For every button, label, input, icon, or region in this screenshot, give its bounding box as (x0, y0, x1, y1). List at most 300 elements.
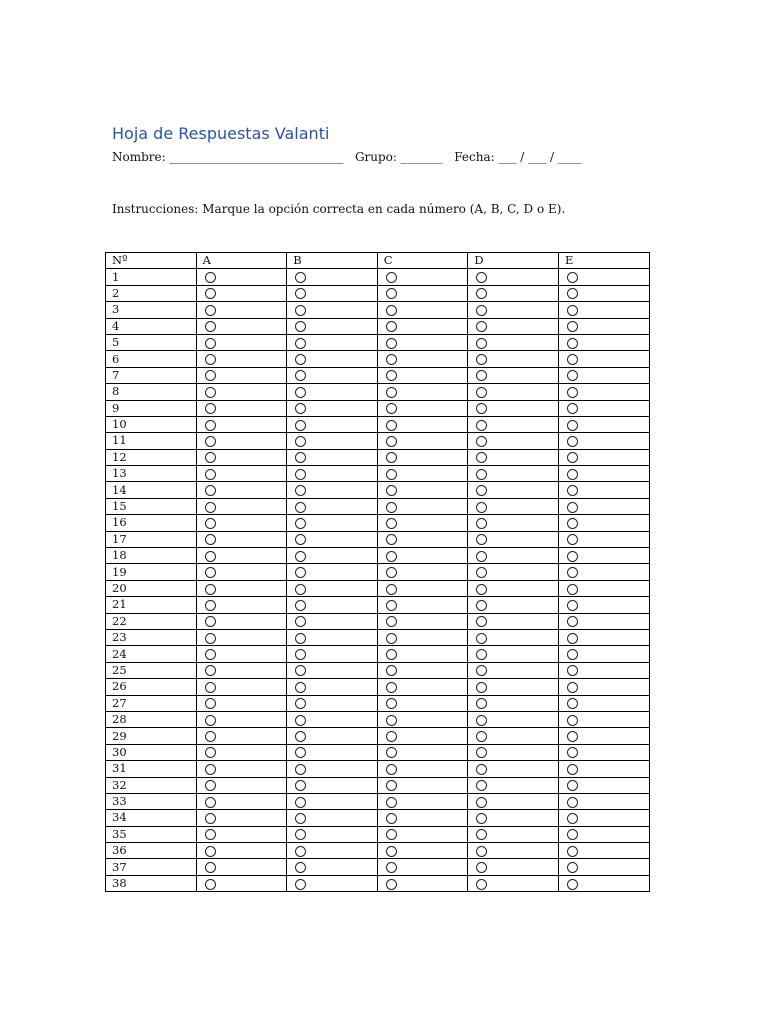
option-cell-e (558, 433, 649, 449)
table-row (106, 548, 650, 564)
empty-radio-circle-icon[interactable] (476, 616, 487, 627)
option-cell-b (287, 597, 378, 613)
option-cell-d (468, 400, 559, 416)
option-cell-b (287, 334, 378, 350)
option-cell-e (558, 498, 649, 514)
empty-radio-circle-icon[interactable] (567, 534, 578, 545)
empty-radio-circle-icon[interactable] (295, 649, 306, 660)
empty-radio-circle-icon[interactable] (567, 879, 578, 890)
option-cell-b (287, 875, 378, 891)
option-cell-b (287, 843, 378, 859)
empty-radio-circle-icon[interactable] (476, 321, 487, 332)
empty-radio-circle-icon[interactable] (205, 846, 216, 857)
option-cell-c (377, 646, 468, 662)
empty-radio-circle-icon[interactable] (476, 747, 487, 758)
empty-radio-circle-icon[interactable] (476, 403, 487, 414)
option-cell-b (287, 400, 378, 416)
option-cell-c (377, 400, 468, 416)
option-cell-e (558, 695, 649, 711)
empty-radio-circle-icon[interactable] (567, 272, 578, 283)
empty-radio-circle-icon[interactable] (476, 305, 487, 316)
empty-radio-circle-icon[interactable] (386, 813, 397, 824)
empty-radio-circle-icon[interactable] (205, 829, 216, 840)
empty-radio-circle-icon[interactable] (386, 584, 397, 595)
empty-radio-circle-icon[interactable] (476, 551, 487, 562)
table-row (106, 580, 650, 596)
empty-radio-circle-icon[interactable] (205, 879, 216, 890)
empty-radio-circle-icon[interactable] (476, 649, 487, 660)
option-cell-a (196, 793, 287, 809)
empty-radio-circle-icon[interactable] (476, 682, 487, 693)
empty-radio-circle-icon[interactable] (386, 616, 397, 627)
empty-radio-circle-icon[interactable] (476, 518, 487, 529)
table-row (106, 302, 650, 318)
empty-radio-circle-icon[interactable] (205, 813, 216, 824)
empty-radio-circle-icon[interactable] (295, 747, 306, 758)
empty-radio-circle-icon[interactable] (567, 387, 578, 398)
empty-radio-circle-icon[interactable] (386, 436, 397, 447)
empty-radio-circle-icon[interactable] (567, 436, 578, 447)
empty-radio-circle-icon[interactable] (295, 338, 306, 349)
option-cell-c (377, 679, 468, 695)
table-row (106, 269, 650, 285)
empty-radio-circle-icon[interactable] (205, 567, 216, 578)
empty-radio-circle-icon[interactable] (386, 862, 397, 873)
empty-radio-circle-icon[interactable] (205, 387, 216, 398)
empty-radio-circle-icon[interactable] (567, 420, 578, 431)
empty-radio-circle-icon[interactable] (295, 502, 306, 513)
option-cell-b (287, 515, 378, 531)
empty-radio-circle-icon[interactable] (386, 715, 397, 726)
option-cell-d (468, 744, 559, 760)
option-cell-a (196, 761, 287, 777)
empty-radio-circle-icon[interactable] (476, 633, 487, 644)
empty-radio-circle-icon[interactable] (205, 600, 216, 611)
empty-radio-circle-icon[interactable] (567, 829, 578, 840)
empty-radio-circle-icon[interactable] (295, 829, 306, 840)
option-cell-e (558, 351, 649, 367)
option-cell-b (287, 531, 378, 547)
empty-radio-circle-icon[interactable] (386, 633, 397, 644)
empty-radio-circle-icon[interactable] (386, 879, 397, 890)
empty-radio-circle-icon[interactable] (386, 682, 397, 693)
empty-radio-circle-icon[interactable] (476, 288, 487, 299)
empty-radio-circle-icon[interactable] (567, 518, 578, 529)
empty-radio-circle-icon[interactable] (567, 731, 578, 742)
option-cell-e (558, 384, 649, 400)
option-cell-a (196, 498, 287, 514)
empty-radio-circle-icon[interactable] (567, 485, 578, 496)
empty-radio-circle-icon[interactable] (205, 370, 216, 381)
option-cell-b (287, 793, 378, 809)
empty-radio-circle-icon[interactable] (567, 813, 578, 824)
empty-radio-circle-icon[interactable] (476, 764, 487, 775)
date-field[interactable]: Fecha: ___ / ___ / ____ (454, 150, 582, 164)
question-number: 16 (106, 515, 197, 531)
empty-radio-circle-icon[interactable] (205, 747, 216, 758)
option-cell-b (287, 548, 378, 564)
empty-radio-circle-icon[interactable] (295, 780, 306, 791)
empty-radio-circle-icon[interactable] (567, 551, 578, 562)
empty-radio-circle-icon[interactable] (386, 370, 397, 381)
option-cell-d (468, 695, 559, 711)
column-header-d: D (468, 253, 559, 269)
empty-radio-circle-icon[interactable] (205, 288, 216, 299)
empty-radio-circle-icon[interactable] (295, 698, 306, 709)
table-row (106, 367, 650, 383)
empty-radio-circle-icon[interactable] (295, 846, 306, 857)
empty-radio-circle-icon[interactable] (205, 518, 216, 529)
option-cell-e (558, 564, 649, 580)
empty-radio-circle-icon[interactable] (295, 485, 306, 496)
option-cell-c (377, 548, 468, 564)
option-cell-b (287, 777, 378, 793)
empty-radio-circle-icon[interactable] (295, 764, 306, 775)
option-cell-a (196, 843, 287, 859)
empty-radio-circle-icon[interactable] (295, 469, 306, 480)
empty-radio-circle-icon[interactable] (295, 436, 306, 447)
option-cell-c (377, 269, 468, 285)
empty-radio-circle-icon[interactable] (295, 321, 306, 332)
option-cell-a (196, 695, 287, 711)
option-cell-b (287, 646, 378, 662)
empty-radio-circle-icon[interactable] (567, 338, 578, 349)
option-cell-a (196, 826, 287, 842)
empty-radio-circle-icon[interactable] (295, 731, 306, 742)
option-cell-d (468, 548, 559, 564)
empty-radio-circle-icon[interactable] (476, 272, 487, 283)
empty-radio-circle-icon[interactable] (295, 616, 306, 627)
empty-radio-circle-icon[interactable] (205, 551, 216, 562)
empty-radio-circle-icon[interactable] (295, 813, 306, 824)
empty-radio-circle-icon[interactable] (476, 452, 487, 463)
empty-radio-circle-icon[interactable] (476, 387, 487, 398)
empty-radio-circle-icon[interactable] (295, 272, 306, 283)
empty-radio-circle-icon[interactable] (295, 879, 306, 890)
empty-radio-circle-icon[interactable] (386, 600, 397, 611)
question-number: 35 (106, 826, 197, 842)
option-cell-a (196, 384, 287, 400)
empty-radio-circle-icon[interactable] (205, 338, 216, 349)
option-cell-e (558, 810, 649, 826)
empty-radio-circle-icon[interactable] (205, 452, 216, 463)
option-cell-b (287, 351, 378, 367)
empty-radio-circle-icon[interactable] (386, 288, 397, 299)
empty-radio-circle-icon[interactable] (567, 584, 578, 595)
question-number: 15 (106, 498, 197, 514)
empty-radio-circle-icon[interactable] (567, 502, 578, 513)
empty-radio-circle-icon[interactable] (567, 797, 578, 808)
empty-radio-circle-icon[interactable] (205, 633, 216, 644)
question-number: 23 (106, 629, 197, 645)
empty-radio-circle-icon[interactable] (205, 715, 216, 726)
option-cell-b (287, 269, 378, 285)
empty-radio-circle-icon[interactable] (386, 797, 397, 808)
option-cell-b (287, 810, 378, 826)
empty-radio-circle-icon[interactable] (295, 403, 306, 414)
option-cell-a (196, 810, 287, 826)
empty-radio-circle-icon[interactable] (386, 649, 397, 660)
option-cell-e (558, 826, 649, 842)
option-cell-e (558, 679, 649, 695)
empty-radio-circle-icon[interactable] (386, 272, 397, 283)
option-cell-b (287, 744, 378, 760)
empty-radio-circle-icon[interactable] (386, 665, 397, 676)
empty-radio-circle-icon[interactable] (295, 600, 306, 611)
empty-radio-circle-icon[interactable] (386, 469, 397, 480)
option-cell-a (196, 302, 287, 318)
option-cell-c (377, 531, 468, 547)
empty-radio-circle-icon[interactable] (567, 715, 578, 726)
empty-radio-circle-icon[interactable] (295, 633, 306, 644)
empty-radio-circle-icon[interactable] (205, 272, 216, 283)
option-cell-a (196, 318, 287, 334)
empty-radio-circle-icon[interactable] (567, 764, 578, 775)
empty-radio-circle-icon[interactable] (386, 502, 397, 513)
empty-radio-circle-icon[interactable] (476, 715, 487, 726)
option-cell-e (558, 269, 649, 285)
option-cell-c (377, 695, 468, 711)
empty-radio-circle-icon[interactable] (476, 436, 487, 447)
empty-radio-circle-icon[interactable] (205, 305, 216, 316)
empty-radio-circle-icon[interactable] (476, 534, 487, 545)
empty-radio-circle-icon[interactable] (476, 698, 487, 709)
empty-radio-circle-icon[interactable] (205, 649, 216, 660)
question-number: 37 (106, 859, 197, 875)
option-cell-b (287, 466, 378, 482)
empty-radio-circle-icon[interactable] (205, 502, 216, 513)
empty-radio-circle-icon[interactable] (476, 846, 487, 857)
empty-radio-circle-icon[interactable] (567, 288, 578, 299)
option-cell-a (196, 564, 287, 580)
option-cell-c (377, 466, 468, 482)
empty-radio-circle-icon[interactable] (476, 469, 487, 480)
empty-radio-circle-icon[interactable] (476, 338, 487, 349)
empty-radio-circle-icon[interactable] (205, 698, 216, 709)
empty-radio-circle-icon[interactable] (295, 370, 306, 381)
empty-radio-circle-icon[interactable] (205, 780, 216, 791)
empty-radio-circle-icon[interactable] (386, 731, 397, 742)
empty-radio-circle-icon[interactable] (567, 780, 578, 791)
option-cell-d (468, 498, 559, 514)
empty-radio-circle-icon[interactable] (476, 665, 487, 676)
empty-radio-circle-icon[interactable] (295, 305, 306, 316)
empty-radio-circle-icon[interactable] (205, 764, 216, 775)
option-cell-c (377, 662, 468, 678)
empty-radio-circle-icon[interactable] (567, 452, 578, 463)
empty-radio-circle-icon[interactable] (205, 616, 216, 627)
option-cell-b (287, 302, 378, 318)
empty-radio-circle-icon[interactable] (386, 551, 397, 562)
empty-radio-circle-icon[interactable] (205, 731, 216, 742)
option-cell-a (196, 613, 287, 629)
empty-radio-circle-icon[interactable] (386, 846, 397, 857)
option-cell-c (377, 810, 468, 826)
empty-radio-circle-icon[interactable] (295, 862, 306, 873)
empty-radio-circle-icon[interactable] (567, 846, 578, 857)
empty-radio-circle-icon[interactable] (295, 387, 306, 398)
option-cell-e (558, 711, 649, 727)
empty-radio-circle-icon[interactable] (205, 403, 216, 414)
empty-radio-circle-icon[interactable] (567, 567, 578, 578)
empty-radio-circle-icon[interactable] (386, 747, 397, 758)
empty-radio-circle-icon[interactable] (567, 403, 578, 414)
empty-radio-circle-icon[interactable] (295, 354, 306, 365)
empty-radio-circle-icon[interactable] (386, 305, 397, 316)
option-cell-d (468, 367, 559, 383)
empty-radio-circle-icon[interactable] (476, 797, 487, 808)
table-row (106, 466, 650, 482)
empty-radio-circle-icon[interactable] (386, 780, 397, 791)
empty-radio-circle-icon[interactable] (567, 633, 578, 644)
empty-radio-circle-icon[interactable] (386, 403, 397, 414)
option-cell-b (287, 564, 378, 580)
empty-radio-circle-icon[interactable] (476, 485, 487, 496)
empty-radio-circle-icon[interactable] (386, 420, 397, 431)
question-number: 36 (106, 843, 197, 859)
student-info-line (112, 150, 582, 164)
question-number: 19 (106, 564, 197, 580)
question-number: 34 (106, 810, 197, 826)
option-cell-e (558, 515, 649, 531)
option-cell-b (287, 384, 378, 400)
empty-radio-circle-icon[interactable] (567, 616, 578, 627)
empty-radio-circle-icon[interactable] (386, 567, 397, 578)
empty-radio-circle-icon[interactable] (476, 829, 487, 840)
empty-radio-circle-icon[interactable] (567, 862, 578, 873)
empty-radio-circle-icon[interactable] (205, 485, 216, 496)
option-cell-d (468, 662, 559, 678)
empty-radio-circle-icon[interactable] (567, 600, 578, 611)
option-cell-a (196, 597, 287, 613)
question-number: 1 (106, 269, 197, 285)
option-cell-a (196, 400, 287, 416)
option-cell-e (558, 761, 649, 777)
option-cell-d (468, 269, 559, 285)
option-cell-a (196, 629, 287, 645)
empty-radio-circle-icon[interactable] (476, 600, 487, 611)
option-cell-b (287, 449, 378, 465)
empty-radio-circle-icon[interactable] (295, 288, 306, 299)
empty-radio-circle-icon[interactable] (295, 567, 306, 578)
empty-radio-circle-icon[interactable] (295, 682, 306, 693)
empty-radio-circle-icon[interactable] (567, 469, 578, 480)
empty-radio-circle-icon[interactable] (476, 731, 487, 742)
empty-radio-circle-icon[interactable] (476, 584, 487, 595)
option-cell-a (196, 859, 287, 875)
option-cell-b (287, 761, 378, 777)
empty-radio-circle-icon[interactable] (295, 534, 306, 545)
empty-radio-circle-icon[interactable] (295, 665, 306, 676)
empty-radio-circle-icon[interactable] (567, 321, 578, 332)
empty-radio-circle-icon[interactable] (476, 862, 487, 873)
empty-radio-circle-icon[interactable] (205, 420, 216, 431)
empty-radio-circle-icon[interactable] (295, 518, 306, 529)
empty-radio-circle-icon[interactable] (567, 698, 578, 709)
empty-radio-circle-icon[interactable] (476, 354, 487, 365)
empty-radio-circle-icon[interactable] (476, 813, 487, 824)
empty-radio-circle-icon[interactable] (567, 649, 578, 660)
option-cell-c (377, 318, 468, 334)
option-cell-b (287, 826, 378, 842)
table-row (106, 875, 650, 891)
table-row (106, 613, 650, 629)
empty-radio-circle-icon[interactable] (205, 436, 216, 447)
empty-radio-circle-icon[interactable] (205, 682, 216, 693)
empty-radio-circle-icon[interactable] (476, 502, 487, 513)
table-row (106, 482, 650, 498)
option-cell-a (196, 875, 287, 891)
empty-radio-circle-icon[interactable] (295, 452, 306, 463)
empty-radio-circle-icon[interactable] (386, 387, 397, 398)
empty-radio-circle-icon[interactable] (567, 354, 578, 365)
empty-radio-circle-icon[interactable] (205, 469, 216, 480)
empty-radio-circle-icon[interactable] (476, 420, 487, 431)
empty-radio-circle-icon[interactable] (205, 862, 216, 873)
empty-radio-circle-icon[interactable] (205, 584, 216, 595)
question-number: 11 (106, 433, 197, 449)
empty-radio-circle-icon[interactable] (386, 764, 397, 775)
empty-radio-circle-icon[interactable] (386, 534, 397, 545)
option-cell-b (287, 433, 378, 449)
empty-radio-circle-icon[interactable] (386, 698, 397, 709)
empty-radio-circle-icon[interactable] (205, 665, 216, 676)
empty-radio-circle-icon[interactable] (567, 305, 578, 316)
option-cell-c (377, 761, 468, 777)
option-cell-e (558, 875, 649, 891)
empty-radio-circle-icon[interactable] (205, 354, 216, 365)
empty-radio-circle-icon[interactable] (386, 485, 397, 496)
empty-radio-circle-icon[interactable] (295, 584, 306, 595)
empty-radio-circle-icon[interactable] (295, 551, 306, 562)
table-row (106, 761, 650, 777)
empty-radio-circle-icon[interactable] (476, 567, 487, 578)
empty-radio-circle-icon[interactable] (386, 452, 397, 463)
empty-radio-circle-icon[interactable] (205, 797, 216, 808)
empty-radio-circle-icon[interactable] (295, 715, 306, 726)
option-cell-c (377, 843, 468, 859)
option-cell-c (377, 826, 468, 842)
empty-radio-circle-icon[interactable] (205, 534, 216, 545)
option-cell-a (196, 334, 287, 350)
table-row (106, 646, 650, 662)
option-cell-d (468, 875, 559, 891)
empty-radio-circle-icon[interactable] (386, 338, 397, 349)
empty-radio-circle-icon[interactable] (567, 665, 578, 676)
option-cell-d (468, 629, 559, 645)
option-cell-e (558, 777, 649, 793)
empty-radio-circle-icon[interactable] (476, 780, 487, 791)
empty-radio-circle-icon[interactable] (386, 518, 397, 529)
empty-radio-circle-icon[interactable] (205, 321, 216, 332)
question-number: 17 (106, 531, 197, 547)
group-field[interactable]: Grupo: _______ (354, 150, 443, 164)
empty-radio-circle-icon[interactable] (476, 879, 487, 890)
empty-radio-circle-icon[interactable] (567, 370, 578, 381)
empty-radio-circle-icon[interactable] (386, 354, 397, 365)
empty-radio-circle-icon[interactable] (567, 747, 578, 758)
name-field[interactable]: Nombre: _____________________________ (112, 150, 344, 164)
empty-radio-circle-icon[interactable] (567, 682, 578, 693)
empty-radio-circle-icon[interactable] (295, 420, 306, 431)
option-cell-a (196, 466, 287, 482)
option-cell-c (377, 285, 468, 301)
empty-radio-circle-icon[interactable] (476, 370, 487, 381)
empty-radio-circle-icon[interactable] (386, 321, 397, 332)
empty-radio-circle-icon[interactable] (386, 829, 397, 840)
empty-radio-circle-icon[interactable] (295, 797, 306, 808)
column-header-c: C (377, 253, 468, 269)
